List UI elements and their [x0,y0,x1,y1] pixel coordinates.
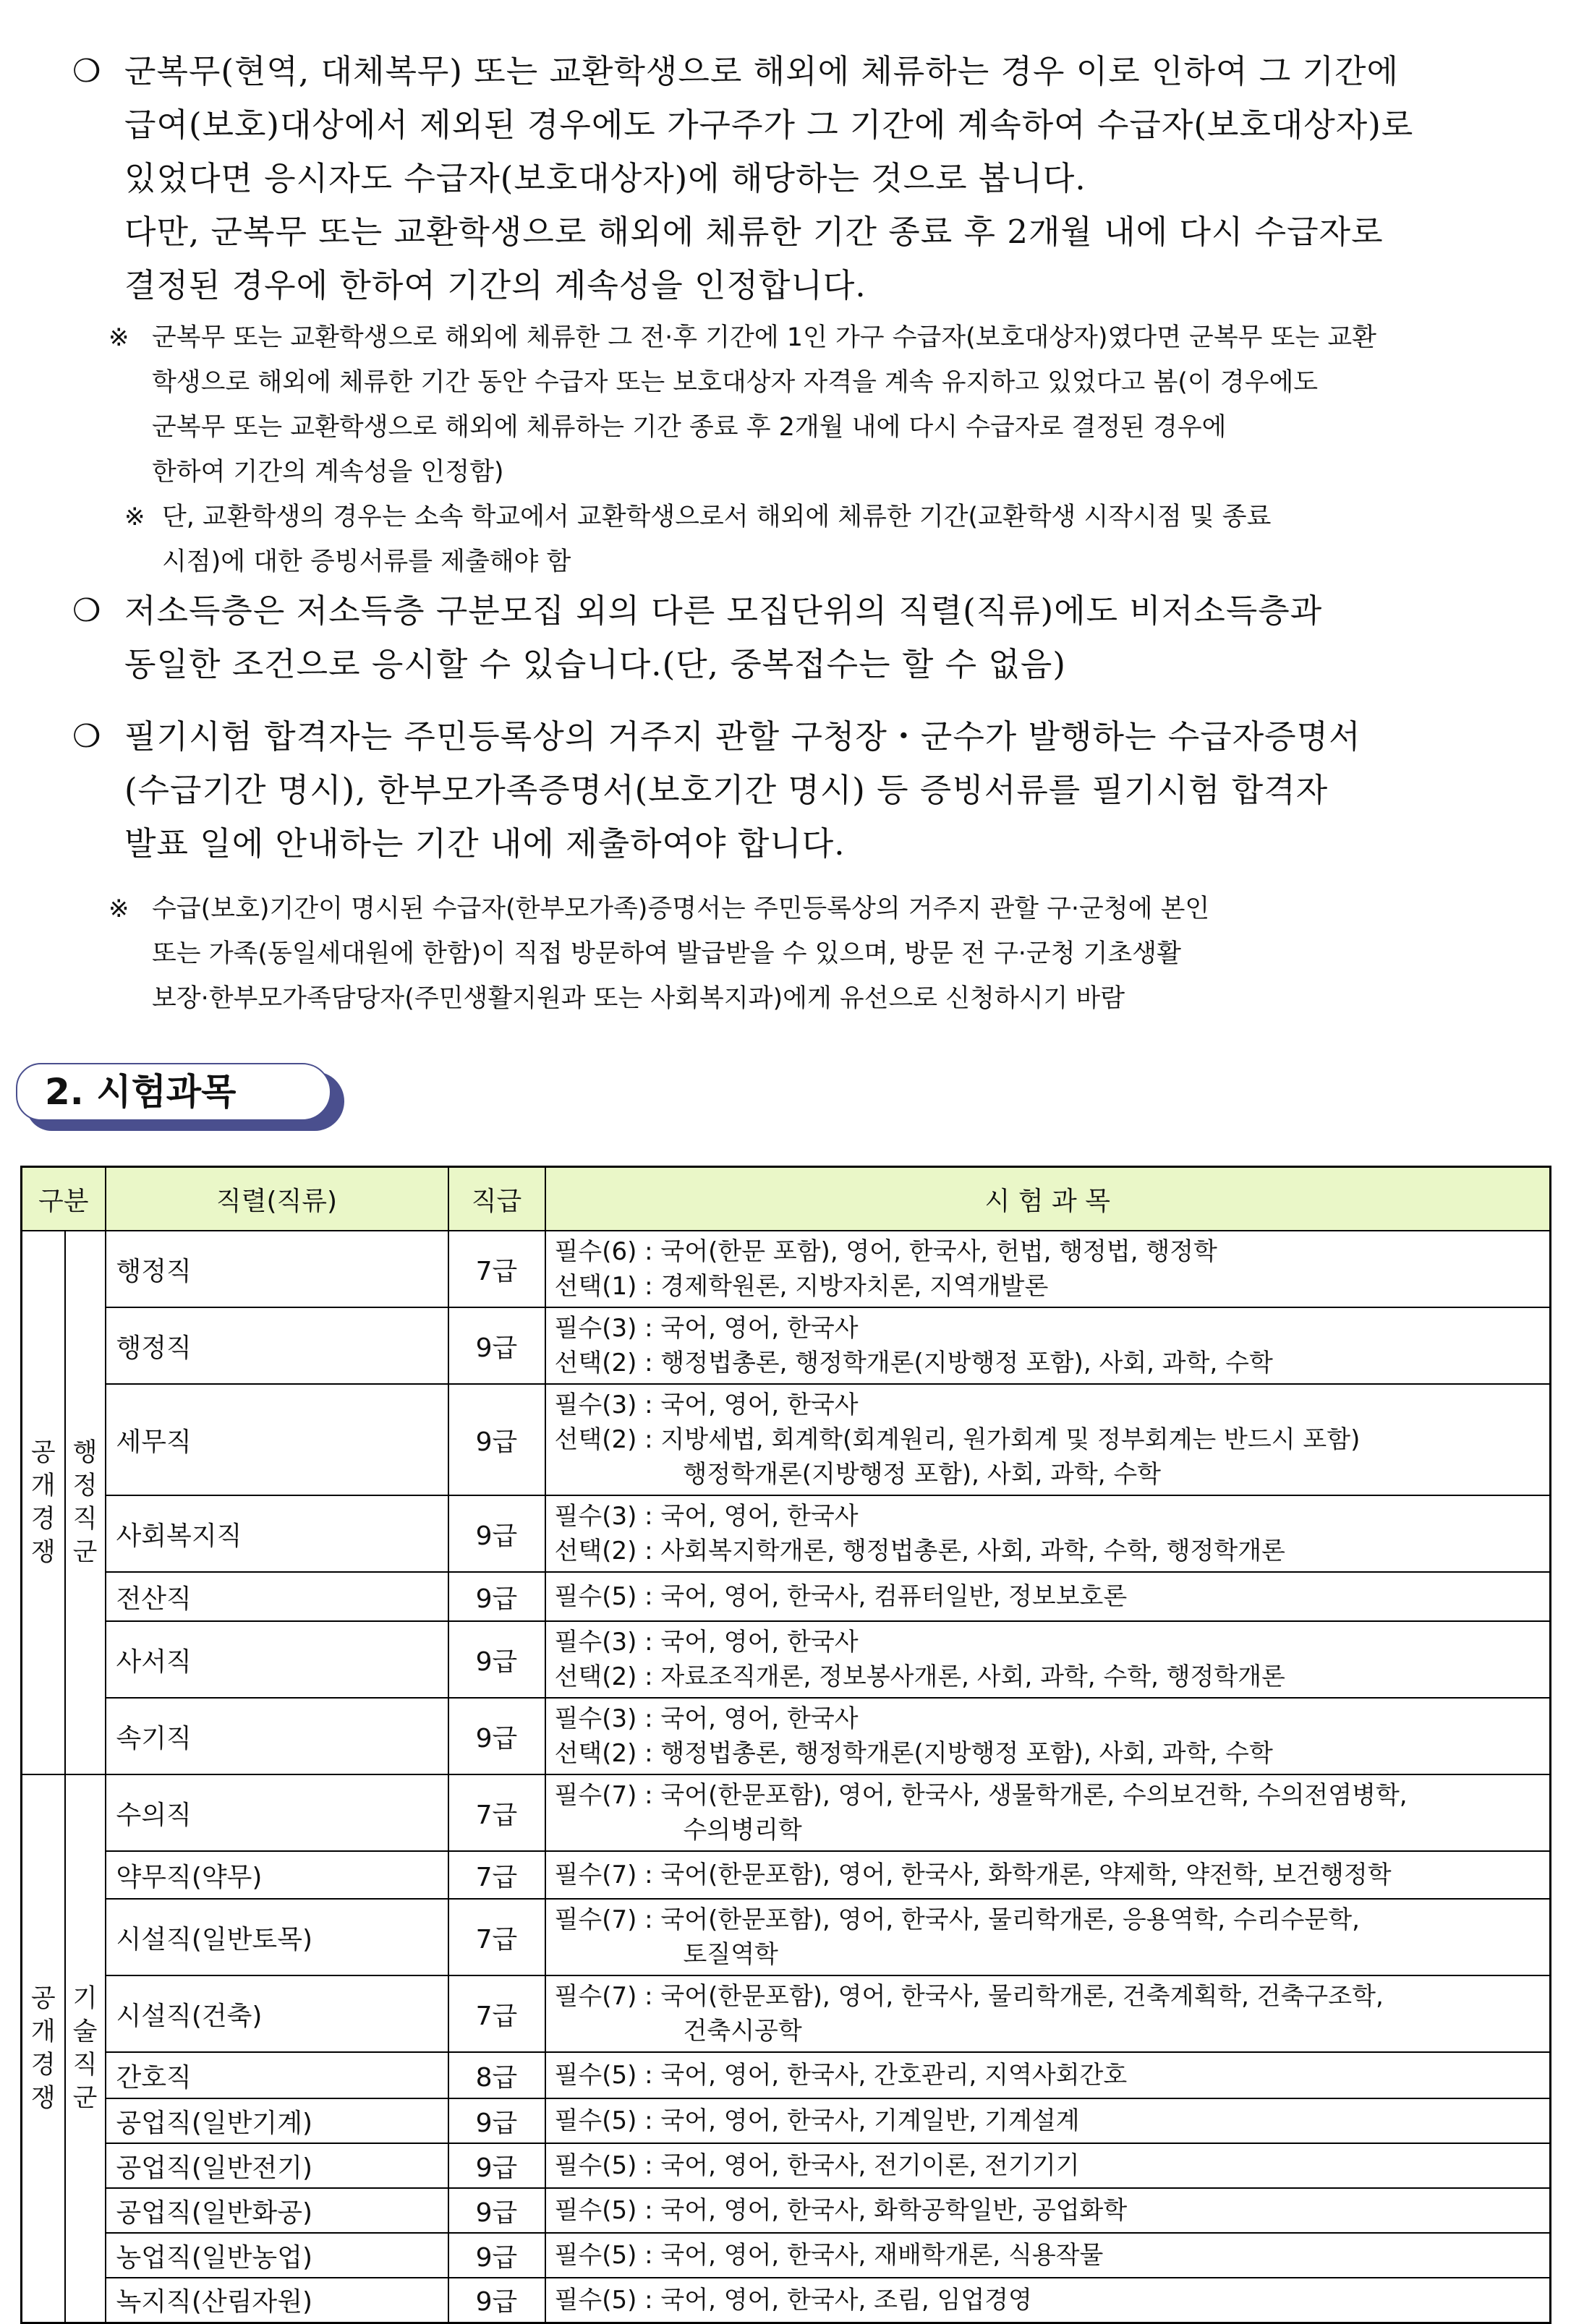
grade-cell: 7급 [448,1899,545,1975]
subject-line: 필수(3) : 국어, 영어, 한국사 [554,1628,859,1657]
subjects-cell [545,1774,1551,1851]
subject-line: 필수(5) : 국어, 영어, 한국사, 간호관리, 지역사회간호 [554,2061,1128,2090]
subject-line: 선택(2) : 자료조직개론, 정보봉사개론, 사회, 과학, 수학, 행정학개론 [554,1662,1285,1691]
subjects-cell [545,2143,1551,2188]
subject-line: 필수(3) : 국어, 영어, 한국사 [554,1704,859,1733]
position-cell [106,2052,448,2098]
table-row [22,1307,1551,1384]
table-row [22,1975,1551,2052]
grade-cell: 7급 [448,1231,545,1307]
position-label: 행정직 [116,1333,192,1363]
note-line: 단, 교환학생의 경우는 소속 학교에서 교환학생으로서 해외에 체류한 기간(교환학생 시작시점 및 종료 [162,503,1272,531]
header-grade: 직급 [448,1167,545,1231]
header-subjects: 시 험 과 목 [545,1167,1551,1231]
grade-cell: 9급 [448,1572,545,1621]
note-line: 또는 가족(동일세대원에 한함)이 직접 방문하여 발급받을 수 있으며, 방문 전 구·군청 기초생활 [152,939,1181,968]
position-cell [106,1851,448,1899]
table-row [22,2188,1551,2233]
grade-cell: 7급 [448,1774,545,1851]
position-label: 수의직 [116,1800,192,1830]
bullet-low-income [72,584,1533,691]
subject-line: 토질역학 [683,1940,778,1969]
bullet-line: 필기시험 합격자는 주민등록상의 거주지 관할 구청장・군수가 발행하는 수급자증명서 [124,717,1361,756]
subject-line: 선택(2) : 행정법총론, 행정학개론(지방행정 포함), 사회, 과학, 수학 [554,1739,1273,1768]
subject-line: 필수(7) : 국어(한문포함), 영어, 한국사, 생물학개론, 수의보건학, 수의전염병학, [554,1781,1408,1810]
subjects-cell [545,1698,1551,1774]
position-cell [106,1621,448,1698]
table-row [22,1899,1551,1975]
subject-line: 필수(5) : 국어, 영어, 한국사, 컴퓨터일반, 정보보호론 [554,1582,1128,1611]
position-cell [106,1231,448,1307]
subject-line: 필수(5) : 국어, 영어, 한국사, 전기이론, 전기기기 [554,2151,1080,2180]
bullet-circle-icon: ❍ [72,53,101,90]
subject-line: 선택(2) : 행정법총론, 행정학개론(지방행정 포함), 사회, 과학, 수학 [554,1349,1273,1377]
position-label: 속기직 [116,1723,192,1753]
bullet-line: 동일한 조건으로 응시할 수 있습니다.(단, 중복접수는 할 수 없음) [124,645,1066,683]
subjects-cell [545,1384,1551,1495]
subjects-cell [545,2233,1551,2278]
position-cell [106,2143,448,2188]
bullet-documents [72,710,1533,871]
subject-line: 필수(3) : 국어, 영어, 한국사 [554,1390,859,1419]
category-cell: 공 개 경 쟁 [22,1231,65,1774]
grade-cell: 9급 [448,1384,545,1495]
table-row [22,1851,1551,1899]
position-cell [106,1495,448,1572]
bullet-line: 결정된 경우에 한하여 기간의 계속성을 인정합니다. [124,266,867,304]
header-position: 직렬(직류) [106,1167,448,1231]
subject-line: 필수(5) : 국어, 영어, 한국사, 기계일반, 기계설계 [554,2106,1080,2135]
subjects-cell [545,1572,1551,1621]
section-title [16,1063,340,1129]
table-body [22,1231,1551,2323]
note-certificate [108,887,1533,1021]
subject-line: 필수(7) : 국어(한문포함), 영어, 한국사, 물리학개론, 응용역학, 수리수문학, [554,1905,1360,1934]
table-row [22,1495,1551,1572]
subject-line: 필수(7) : 국어(한문포함), 영어, 한국사, 화학개론, 약제학, 약전학, 보건행정학 [554,1861,1392,1889]
subject-line: 필수(5) : 국어, 영어, 한국사, 화학공학일반, 공업화학 [554,2196,1128,2225]
note-line: 시점)에 대한 증빙서류를 제출해야 함 [162,547,571,576]
subjects-cell [545,1621,1551,1698]
subjects-cell [545,1851,1551,1899]
note-exchange-student [124,495,1549,584]
position-label: 녹지직(산림자원) [116,2287,313,2317]
note-single-household [108,315,1533,495]
subject-line: 선택(2) : 사회복지학개론, 행정법총론, 사회, 과학, 수학, 행정학개론 [554,1537,1285,1565]
position-cell [106,1307,448,1384]
subject-line: 필수(3) : 국어, 영어, 한국사 [554,1314,859,1343]
bullet-line: 급여(보호)대상에서 제외된 경우에도 가구주가 그 기간에 계속하여 수급자(보호대상자)로 [124,106,1414,144]
table-row [22,1572,1551,1621]
bullet-line: 있었다면 응시자도 수급자(보호대상자)에 해당하는 것으로 봅니다. [124,159,1086,197]
table-row [22,1621,1551,1698]
grade-cell: 9급 [448,2233,545,2278]
grade-cell: 9급 [448,2143,545,2188]
category-cell: 공 개 경 쟁 [22,1774,65,2323]
table-header-row [22,1167,1551,1231]
bullet-line: (수급기간 명시), 한부모가족증명서(보호기간 명시) 등 증빙서류를 필기시험 합격자 [124,771,1329,809]
subjects-cell [545,2278,1551,2323]
position-cell [106,1698,448,1774]
position-cell [106,1975,448,2052]
position-label: 사회복지직 [116,1521,242,1551]
subject-line: 건축시공학 [683,2017,802,2046]
subject-line: 필수(6) : 국어(한문 포함), 영어, 한국사, 헌법, 행정법, 행정학 [554,1237,1217,1266]
position-label: 농업직(일반농업) [116,2242,313,2273]
note-line: 한하여 기간의 계속성을 인정함) [152,458,504,487]
table-row [22,2098,1551,2143]
subjects-cell [545,2052,1551,2098]
table-row [22,2233,1551,2278]
position-label: 공업직(일반전기) [116,2153,313,2183]
bullet-line: 발표 일에 안내하는 기간 내에 제출하여야 합니다. [124,824,846,863]
grade-cell: 9급 [448,2278,545,2323]
position-cell [106,2098,448,2143]
position-label: 약무직(약무) [116,1862,263,1892]
reference-mark-icon: ※ [108,323,129,352]
table-row [22,2143,1551,2188]
grade-cell: 9급 [448,2188,545,2233]
subject-line: 선택(2) : 지방세법, 회계학(회계원리, 원가회계 및 정부회계는 반드시 포함) [554,1425,1361,1454]
bullet-line: 다만, 군복무 또는 교환학생으로 해외에 체류한 기간 종료 후 2개월 내에 다시 수급자로 [124,213,1384,251]
subjects-cell [545,1495,1551,1572]
grade-cell: 9급 [448,1307,545,1384]
grade-cell: 9급 [448,2098,545,2143]
note-line: 수급(보호)기간이 명시된 수급자(한부모가족)증명서는 주민등록상의 거주지 관할 구·군청에 본인 [152,894,1210,923]
subject-line: 필수(5) : 국어, 영어, 한국사, 조림, 임업경영 [554,2285,1032,2315]
position-cell [106,1384,448,1495]
subjects-cell [545,2188,1551,2233]
position-label: 세무직 [116,1427,192,1457]
position-cell [106,2188,448,2233]
exam-subjects-table [20,1166,1551,2324]
position-label: 시설직(일반토목) [116,1924,313,1955]
position-label: 전산직 [116,1584,192,1614]
bullet-military-service [72,45,1533,312]
table-row [22,1231,1551,1307]
note-line: 학생으로 해외에 체류한 기간 동안 수급자 또는 보호대상자 자격을 계속 유지하고 있었다고 봄(이 경우에도 [152,368,1319,397]
subject-line: 필수(5) : 국어, 영어, 한국사, 재배학개론, 식용작물 [554,2241,1104,2270]
position-cell [106,1899,448,1975]
reference-mark-icon: ※ [108,894,129,923]
position-cell [106,2278,448,2323]
position-label: 사서직 [116,1646,192,1677]
table-row [22,1384,1551,1495]
reference-mark-icon: ※ [124,503,145,531]
subject-line: 행정학개론(지방행정 포함), 사회, 과학, 수학 [683,1460,1162,1489]
position-label: 공업직(일반화공) [116,2197,313,2228]
position-label: 간호직 [116,2062,192,2093]
table-row [22,1698,1551,1774]
header-category: 구분 [22,1167,106,1231]
table-row [22,2278,1551,2323]
grade-cell: 7급 [448,1851,545,1899]
subject-line: 선택(1) : 경제학원론, 지방자치론, 지역개발론 [554,1272,1049,1301]
subjects-cell [545,1899,1551,1975]
position-cell [106,1774,448,1851]
subjects-cell [545,1975,1551,2052]
subjects-cell [545,1307,1551,1384]
subject-line: 필수(3) : 국어, 영어, 한국사 [554,1502,859,1531]
grade-cell: 9급 [448,1698,545,1774]
grade-cell: 9급 [448,1495,545,1572]
subjects-cell [545,1231,1551,1307]
section-title-text: 2. 시험과목 [45,1071,237,1113]
position-label: 공업직(일반기계) [116,2108,313,2138]
subject-line: 필수(7) : 국어(한문포함), 영어, 한국사, 물리학개론, 건축계획학, 건축구조학, [554,1982,1384,2011]
position-label: 행정직 [116,1256,192,1286]
bullet-line: 저소득층은 저소득층 구분모집 외의 다른 모집단위의 직렬(직류)에도 비저소득층과 [124,591,1323,630]
position-cell [106,2233,448,2278]
bullet-line: 군복무(현역, 대체복무) 또는 교환학생으로 해외에 체류하는 경우 이로 인하여 그 기간에 [124,52,1399,90]
group-cell: 기 술 직 군 [65,1774,106,2323]
position-cell [106,1572,448,1621]
note-line: 군복무 또는 교환학생으로 해외에 체류하는 기간 종료 후 2개월 내에 다시 수급자로 결정된 경우에 [152,413,1227,442]
bullet-circle-icon: ❍ [72,718,101,755]
table-row [22,1774,1551,1851]
table-row [22,2052,1551,2098]
bullet-circle-icon: ❍ [72,592,101,629]
note-line: 보장·한부모가족담당자(주민생활지원과 또는 사회복지과)에게 유선으로 신청하시기 바람 [152,984,1125,1013]
grade-cell: 7급 [448,1975,545,2052]
subject-line: 수의병리학 [683,1816,802,1845]
grade-cell: 8급 [448,2052,545,2098]
subjects-cell [545,2098,1551,2143]
grade-cell: 9급 [448,1621,545,1698]
position-label: 시설직(건축) [116,2001,263,2031]
note-line: 군복무 또는 교환학생으로 해외에 체류한 그 전·후 기간에 1인 가구 수급자(보호대상자)였다면 군복무 또는 교환 [152,323,1376,352]
group-cell: 행 정 직 군 [65,1231,106,1774]
